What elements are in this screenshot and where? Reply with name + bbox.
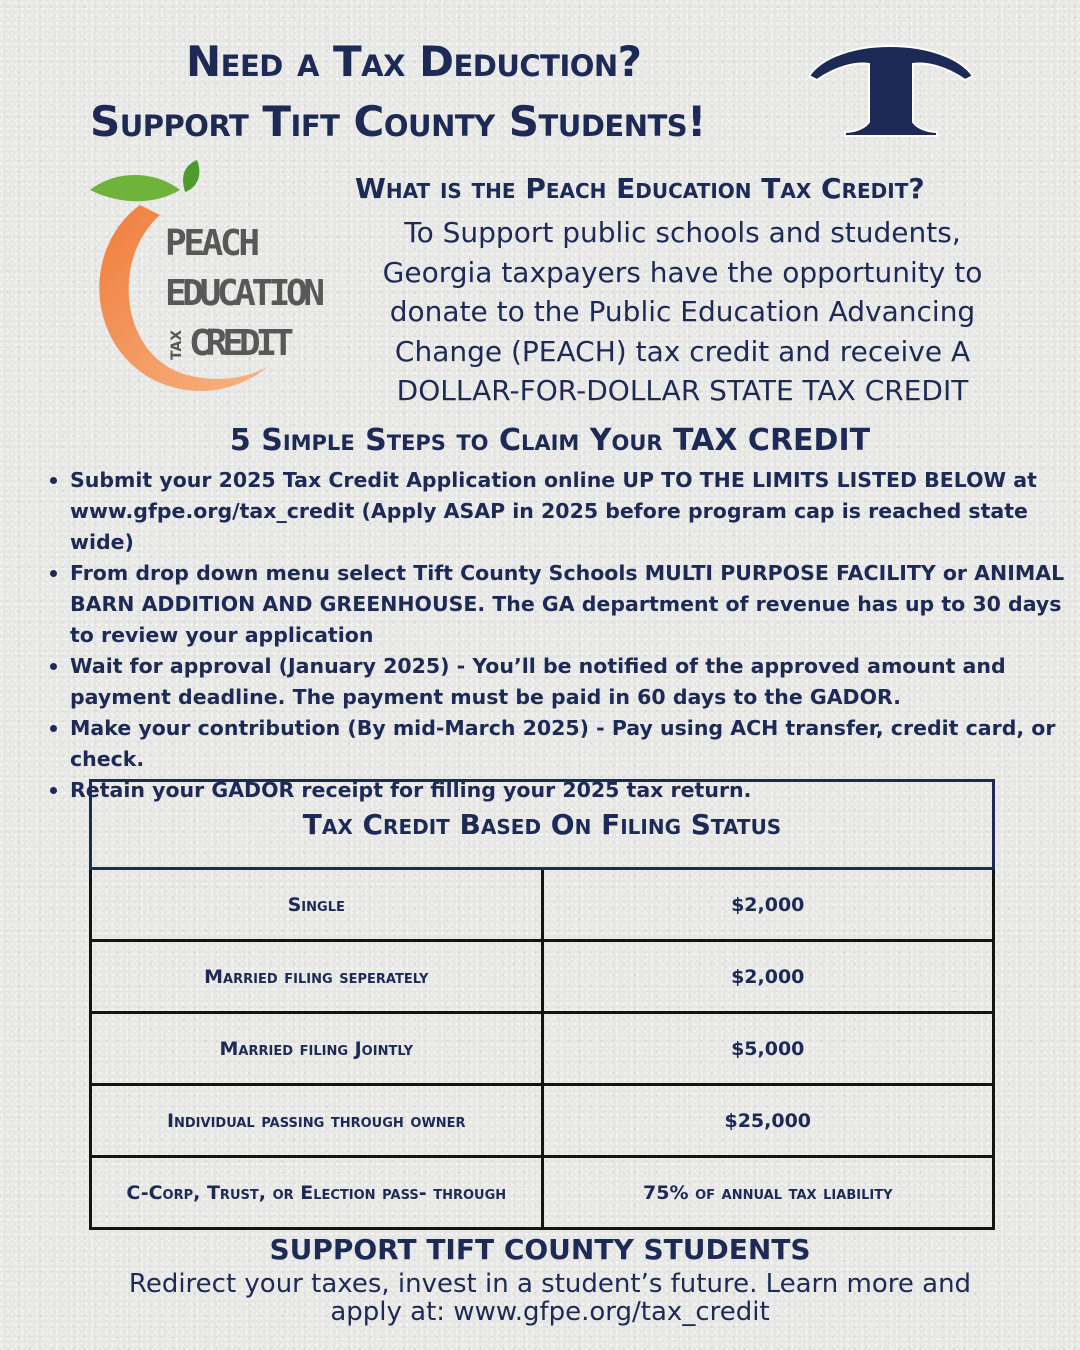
filing-status-cell: Married filing seperately bbox=[91, 941, 543, 1013]
steps-heading: 5 Simple Steps to Claim Your TAX CREDIT bbox=[229, 423, 871, 458]
table-title: Tax Credit Based On Filing Status bbox=[91, 781, 994, 869]
credit-amount-cell: $2,000 bbox=[542, 941, 994, 1013]
footer-heading: SUPPORT TIFT COUNTY STUDENTS bbox=[269, 1233, 811, 1266]
credit-amount-cell: 75% of annual tax liability bbox=[542, 1157, 994, 1229]
table-row bbox=[91, 1157, 994, 1229]
filing-status-cell: C-Corp, Trust, or Election pass- through bbox=[91, 1157, 543, 1229]
t-letter-logo-icon bbox=[805, 32, 977, 138]
table-row bbox=[91, 1013, 994, 1085]
peach-logo-word: TAX bbox=[169, 329, 185, 360]
steps-list bbox=[70, 465, 1080, 806]
filing-status-cell: Individual passing through owner bbox=[91, 1085, 543, 1157]
peach-description: To Support public schools and students, Georgia taxpayers have the opportunity to donate to the Public Education Advancing Change (PEACH) tax credit and receive A DOLLAR-FOR-DOLLAR STATE TAX CREDIT bbox=[382, 216, 983, 407]
filing-status-cell: Married filing Jointly bbox=[91, 1013, 543, 1085]
credit-amount-cell: $25,000 bbox=[542, 1085, 994, 1157]
step-item: Make your contribution (By mid-March 2025) - Pay using ACH transfer, credit card, or check. bbox=[70, 713, 1080, 775]
credit-amount-cell: $2,000 bbox=[542, 869, 994, 941]
step-item: Submit your 2025 Tax Credit Application online UP TO THE LIMITS LISTED BELOW at www.gfpe.org/tax_credit (Apply ASAP in 2025 before program cap is reached state wide) bbox=[70, 465, 1080, 558]
table-row bbox=[91, 869, 994, 941]
headline-line-1: Need a Tax Deduction? bbox=[186, 37, 642, 86]
peach-logo-word: PEACH bbox=[165, 223, 260, 264]
tax-credit-table bbox=[89, 779, 995, 1230]
credit-amount-cell: $5,000 bbox=[542, 1013, 994, 1085]
filing-status-cell: Single bbox=[91, 869, 543, 941]
step-item: From drop down menu select Tift County Schools MULTI PURPOSE FACILITY or ANIMAL BARN ADDITION AND GREENHOUSE. The GA department of revenue has up to 30 days to review your application bbox=[70, 558, 1080, 651]
step-item: Retain your GADOR receipt for filling your 2025 tax return. bbox=[70, 775, 1080, 806]
peach-logo-icon bbox=[85, 160, 330, 400]
peach-logo-word: EDUCATION bbox=[165, 273, 325, 314]
peach-logo-word: CREDIT bbox=[189, 323, 294, 364]
table-row bbox=[91, 941, 994, 1013]
peach-question-heading: What is the Peach Education Tax Credit? bbox=[355, 172, 925, 205]
step-item: Wait for approval (January 2025) - You’ll be notified of the approved amount and payment deadline. The payment must be paid in 60 days to the GADOR. bbox=[70, 651, 1080, 713]
footer-text: Redirect your taxes, invest in a student’s future. Learn more and apply at: www.gfpe.org/tax_credit bbox=[128, 1269, 972, 1327]
headline-line-2: Support Tift County Students! bbox=[90, 97, 706, 146]
table-row bbox=[91, 1085, 994, 1157]
